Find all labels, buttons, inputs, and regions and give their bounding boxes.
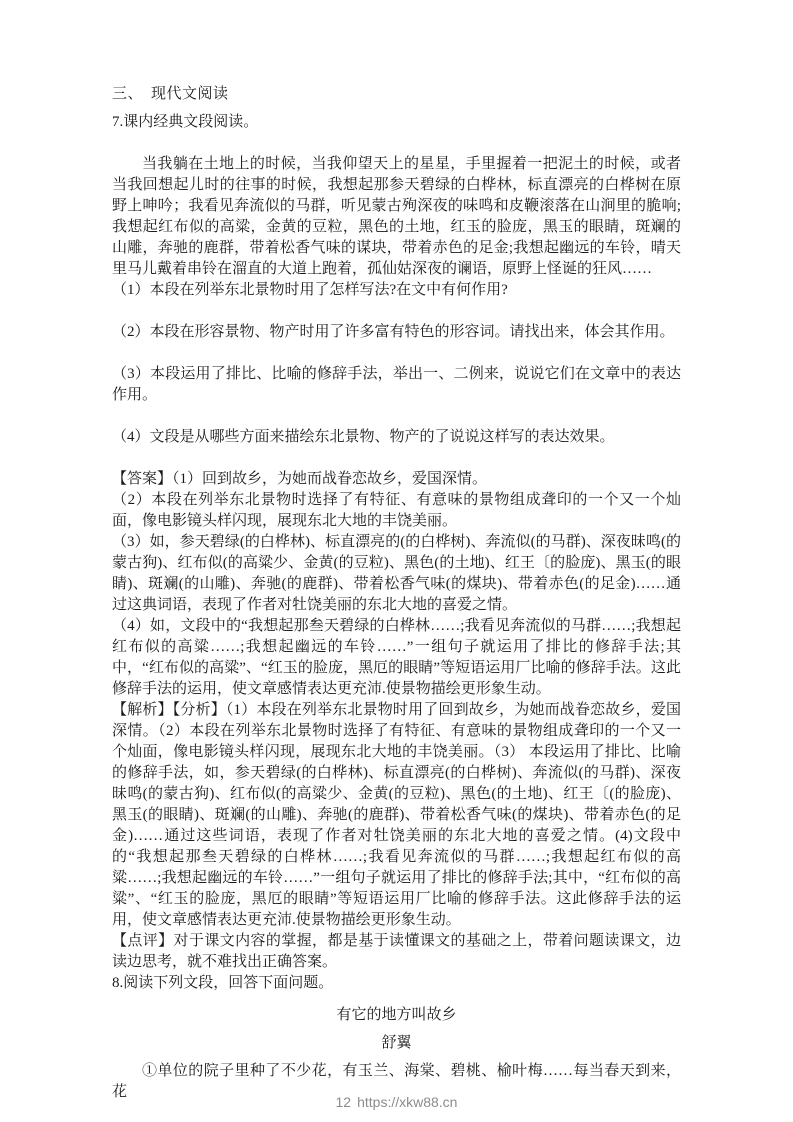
section-heading: 三、 现代文阅读	[112, 86, 229, 102]
reading-passage-author: 舒翼	[381, 1035, 412, 1051]
reading-passage-title: 有它的地方叫故乡	[336, 1007, 457, 1023]
question7-sub1: （1）本段在列举东北景物时用了怎样写法?在文中有何作用?	[112, 282, 508, 298]
comment-paragraph: 【点评】对于课文内容的掌握，都是基于读懂课文的基础之上，带着问题读课文，边读边思考，就不难找出正确答案。	[112, 933, 681, 970]
page-number: 12	[335, 1094, 352, 1110]
question7-intro: 7.课内经典文段阅读。	[112, 114, 259, 130]
footer-url-link[interactable]: https://xkw88.cn	[357, 1094, 458, 1110]
question7-sub4: （4）文段是从哪些方面来描绘东北景物、物产的了说说这样写的表达效果。	[112, 429, 615, 445]
question7-subquestions	[112, 280, 681, 448]
analysis-paragraph: 【解析】【分析】（1）本段在列举东北景物时用了回到故乡，为她而战眷恋故乡，爱国深情。（2）本段在列举东北景物时选择了有特征、有意味的景物组成聋印的一个又一个灿面，像电影镜头样闪现，展现东北大地的丰饶美丽。（3） 本段运用了排比、比喻的修辞手法，如，参天碧绿(的白桦林)、标直漂亮(的白桦树)、奔流似(的马群)、深夜昧鸣(的蒙古狗)、红布似(的高粱少、金黄(的豆粒)、黑色(的土地)、红王〔(的脸庞)、黑玉(的眼睛)、斑斓(的山雕)、奔驰(的鹿群)、带着松香气味(的煤块)、带着赤色(的足金)……通过这些词语，表现了作者对牡饶美丽的东北大地的喜爱之情。(4)文段中的“我想起那叁天碧绿的白桦林……;我看见奔流似的马群……;我想起红布似的高粱……;我想起幽远的车铃……”一组句子就运用了排比的修辞手法;其中，“红布似的高粱”、“红玉的脸庞，黑厄的眼睛”等短语运用厂比喻的修辞手法。这此修辞手法的运用，使文章感情表达更充沛.使景物描绘更形象生动。	[112, 702, 681, 928]
question7-passage: 当我躺在土地上的时候，当我仰望天上的星星，手里握着一把泥土的时候，或者当我回想起儿时的往事的时候，我想起那参天碧绿的白桦林，标直漂亮的白桦树在原野上呻吟；我看见奔流似的马群，听见蒙古殉深夜的味鸣和皮鞭滚落在山涧里的脆响;我想起红布似的高粱，金黄的豆粒，黑色的土地，红玉的脸庞，黑玉的眼睛，斑斓的山雕，奔驰的鹿群，带着松香气味的谋块，带着赤色的足金;我想起幽远的车铃，晴天里马儿戴着串铃在溜直的大道上跑着，孤仙姑深夜的谰语，原野上怪诞的狂风……	[112, 156, 681, 277]
page-footer	[0, 1094, 793, 1110]
document-content	[112, 84, 681, 1103]
question7-sub3: （3）本段运用了排比、比喻的修辞手法，举出一、二例来，说说它们在文章中的表达作用。	[112, 366, 681, 403]
question7-sub2: （2）本段在形容景物、物产时用了许多富有特色的形容词。请找出来，体会其作用。	[112, 324, 675, 340]
answer-paragraph-2: （2）本段在列举东北景物时选择了有特征、有意味的景物组成聋印的一个又一个灿面，像电影镜头样闪现，展现东北大地的丰饶美丽。	[112, 492, 681, 529]
answer-block	[112, 469, 681, 700]
question8-intro: 8.阅读下列文段，回答下面问题。	[112, 975, 334, 991]
answer-paragraph-3: （3）如，参天碧绿(的白桦林)、标直漂亮的(的白桦树)、奔流似(的马群)、深夜昧鸣(的蒙古狗)、红布似(的高粱少、金黄(的豆粒)、黑色(的土地)、红王〔的脸庞)、黑玉(的眼睛)、斑斓(的山雕)、奔驰(的鹿群)、带着松香气味(的煤块)、带着赤色(的足金)……通过这典词语，表现了作者对牡饶美丽的东北大地的喜爱之情。	[112, 534, 681, 613]
answer-paragraph-4: （4）如，文段中的“我想起那叁天碧绿的白桦林……;我看见奔流似的马群……;我想起红布似的高粱……;我想起幽远的车铃……”一组句子就运用了排比的修辞手法;其中，“红布似的高粱”、“红玉的脸庞，黑厄的眼睛”等短语运用厂比喻的修辞手法。这此修辞手法的运用，使文章感情表达更充沛.使景物描绘更形象生动。	[112, 618, 681, 697]
question8-passage-first-line: ①单位的院子里种了不少花，有玉兰、海棠、碧桃、榆叶梅……每当春天到来，花	[112, 1063, 681, 1100]
answer-paragraph-1: 【答案】（1）回到故乡，为她而战眷恋故乡，爱国深情。	[112, 471, 488, 487]
